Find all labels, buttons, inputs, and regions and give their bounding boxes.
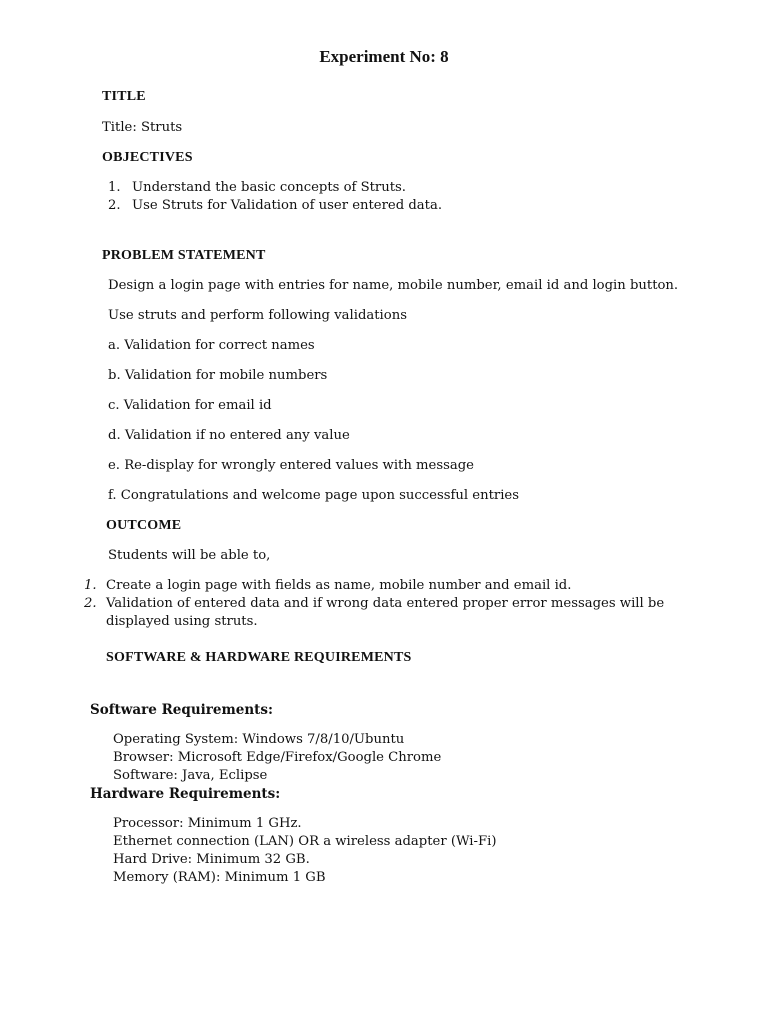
- objective-item: [108, 198, 442, 213]
- outcome-text: Create a login page with fields as name, mobile number and email id.: [106, 578, 572, 593]
- validation-item: f. Congratulations and welcome page upon successful entries: [108, 488, 519, 503]
- software-item: Browser: Microsoft Edge/Firefox/Google Chrome: [113, 750, 442, 765]
- objective-number: 1.: [108, 180, 121, 195]
- problem-statement-heading: PROBLEM STATEMENT: [102, 248, 266, 263]
- outcome-item: [84, 596, 664, 611]
- outcome-heading: OUTCOME: [106, 518, 182, 533]
- software-item: Software: Java, Eclipse: [113, 768, 268, 783]
- validation-item: a. Validation for correct names: [108, 338, 315, 353]
- hardware-requirements-heading: Hardware Requirements:: [90, 786, 281, 802]
- hardware-item: Hard Drive: Minimum 32 GB.: [113, 852, 310, 867]
- outcome-text: Validation of entered data and if wrong data entered proper error messages will be: [106, 596, 665, 611]
- objective-number: 2.: [108, 198, 121, 213]
- objective-text: Use Struts for Validation of user entered data.: [132, 198, 443, 213]
- validation-item: b. Validation for mobile numbers: [108, 368, 328, 383]
- outcome-item: [84, 578, 571, 593]
- objective-item: [108, 180, 406, 195]
- software-requirements-heading: Software Requirements:: [90, 702, 273, 718]
- validation-item: e. Re-display for wrongly entered values with message: [108, 458, 474, 473]
- outcome-number: 2.: [84, 596, 97, 611]
- validation-item: c. Validation for email id: [108, 398, 272, 413]
- software-item: Operating System: Windows 7/8/10/Ubuntu: [113, 732, 405, 747]
- objective-text: Understand the basic concepts of Struts.: [132, 180, 406, 195]
- problem-use-line: Use struts and perform following validations: [108, 308, 407, 323]
- outcome-text-continued: displayed using struts.: [106, 614, 258, 629]
- hardware-item: Processor: Minimum 1 GHz.: [113, 816, 302, 831]
- requirements-heading: SOFTWARE & HARDWARE REQUIREMENTS: [106, 650, 412, 665]
- objectives-heading: OBJECTIVES: [102, 150, 193, 165]
- hardware-item: Ethernet connection (LAN) OR a wireless adapter (Wi-Fi): [113, 834, 497, 849]
- validation-item: d. Validation if no entered any value: [108, 428, 350, 443]
- experiment-title: Experiment No: 8: [319, 47, 449, 66]
- outcome-number: 1.: [84, 578, 97, 593]
- hardware-item: Memory (RAM): Minimum 1 GB: [113, 870, 326, 885]
- outcome-intro: Students will be able to,: [108, 548, 271, 563]
- problem-intro: Design a login page with entries for name, mobile number, email id and login button.: [108, 278, 679, 293]
- title-text: Title: Struts: [102, 120, 183, 135]
- title-heading: TITLE: [102, 89, 146, 104]
